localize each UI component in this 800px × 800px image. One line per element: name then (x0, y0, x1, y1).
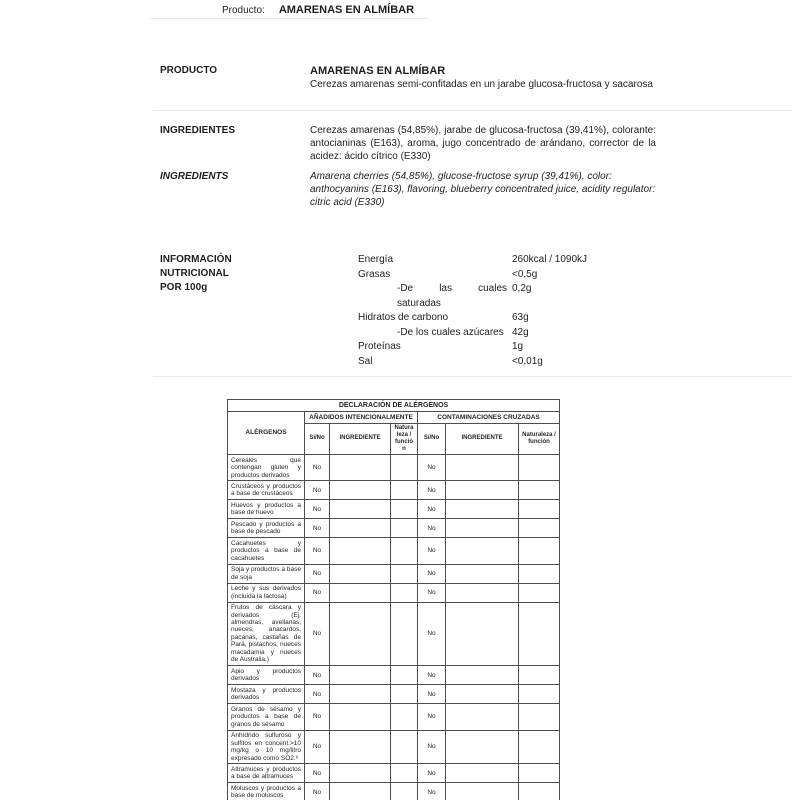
added-ingrediente-cell (330, 538, 391, 564)
cross-si-no-cell: No (418, 583, 446, 602)
allergen-table-title: DECLARACIÓN DE ALÉRGENOS (228, 400, 560, 412)
added-ingrediente-cell (330, 602, 391, 666)
cross-naturaleza-header: Naturaleza / función (519, 423, 560, 455)
cross-naturaleza-cell (519, 500, 560, 519)
added-si-no-cell: No (305, 704, 330, 730)
cross-naturaleza-cell (519, 666, 560, 685)
allergen-table-row (228, 730, 560, 764)
added-ingrediente-cell (330, 764, 391, 783)
added-naturaleza-header: Naturaleza / función (391, 423, 418, 455)
cross-naturaleza-cell (519, 538, 560, 564)
added-ingrediente-cell (330, 500, 391, 519)
added-ingrediente-cell (330, 583, 391, 602)
added-naturaleza-cell (391, 704, 418, 730)
cross-ingrediente-cell (446, 602, 519, 666)
added-si-no-cell: No (305, 730, 330, 764)
header-product-label: Producto: (222, 5, 265, 16)
nutrition-row (358, 340, 678, 355)
added-naturaleza-cell (391, 481, 418, 500)
nutrition-value: <0,01g (512, 355, 543, 367)
added-naturaleza-cell (391, 666, 418, 685)
nutrition-row (358, 355, 678, 370)
cross-naturaleza-cell (519, 602, 560, 666)
ingredients-es-text: Cerezas amarenas (54,85%), jarabe de glucosa-fructosa (39,41%), colorante: antocianinas (E163), aroma, jugo concentrado de arándano, corrector de la acidez: ácido cítrico (E330) (310, 125, 656, 162)
allergen-name-cell: Frutos de cáscara y derivados (Ej. almendras, avellanas, nueces, anacardos, pacanas, castañas de Pará, pistachos, nueces macadamia y nueces de Australia.) (228, 602, 305, 666)
allergen-table-row (228, 602, 560, 666)
cross-naturaleza-cell (519, 764, 560, 783)
cross-ingrediente-cell (446, 500, 519, 519)
cross-ingrediente-cell (446, 783, 519, 800)
added-si-no-cell: No (305, 602, 330, 666)
allergen-table-row (228, 455, 560, 481)
allergen-name-cell: Moluscos y productos a base de moluscos (228, 783, 305, 800)
allergen-name-cell: Mostaza y productos derivados (228, 685, 305, 704)
added-si-no-cell: No (305, 481, 330, 500)
cross-ingrediente-cell (446, 764, 519, 783)
section-divider (153, 110, 792, 111)
allergen-name-cell: Huevos y productos a base de huevo (228, 500, 305, 519)
added-naturaleza-cell (391, 783, 418, 800)
cross-naturaleza-cell (519, 455, 560, 481)
added-si-no-cell: No (305, 538, 330, 564)
cross-si-no-cell: No (418, 704, 446, 730)
section-label-ingredientes: INGREDIENTES (160, 125, 236, 136)
cross-si-no-cell: No (418, 666, 446, 685)
cross-naturaleza-cell (519, 564, 560, 583)
added-si-no-cell: No (305, 685, 330, 704)
cross-naturaleza-cell (519, 783, 560, 800)
added-si-no-cell: No (305, 455, 330, 481)
nutrition-row (358, 282, 678, 311)
added-si-no-cell: No (305, 666, 330, 685)
added-ingrediente-cell (330, 685, 391, 704)
cross-ingrediente-cell (446, 564, 519, 583)
allergen-name-cell: Soja y productos a base de soja (228, 564, 305, 583)
added-ingrediente-cell (330, 666, 391, 685)
allergen-table-row (228, 583, 560, 602)
added-si-no-cell: No (305, 764, 330, 783)
cross-ingrediente-header: INGREDIENTE (446, 423, 519, 455)
allergens-column-header: ALÉRGENOS (228, 412, 305, 455)
allergen-table-row (228, 685, 560, 704)
cross-si-no-cell: No (418, 564, 446, 583)
allergen-name-cell: Pescado y productos a base de pescado (228, 519, 305, 538)
nutrition-label: Grasas (358, 268, 391, 280)
nutrition-label: Hidratos de carbono (358, 312, 449, 323)
cross-naturaleza-cell (519, 685, 560, 704)
ingredients-en-text: Amarena cherries (54,85%), glucose-fructose syrup (39,41%), color: anthocyanins (E163), flavoring, blueberry concentrated juice, acidity regulator: citric acid (E330) (310, 171, 656, 208)
cross-si-no-cell: No (418, 602, 446, 666)
allergen-table-row (228, 666, 560, 685)
added-naturaleza-cell (391, 602, 418, 666)
allergen-name-cell: Cacahuetes y productos a base de cacahuetes (228, 538, 305, 564)
section-divider (153, 376, 792, 377)
nutrition-value: 0,2g (512, 283, 532, 294)
added-naturaleza-cell (391, 564, 418, 583)
added-ingrediente-cell (330, 481, 391, 500)
allergen-declaration-table (227, 399, 559, 800)
allergen-name-cell: Granos de sésamo y productos a base de granos de sésamo (228, 704, 305, 730)
added-naturaleza-cell (391, 538, 418, 564)
product-description: Cerezas amarenas semi-confitadas en un jarabe glucosa-fructosa y sacarosa (310, 79, 653, 90)
added-si-no-cell: No (305, 783, 330, 800)
nutrition-label: Energía (358, 254, 394, 265)
allergen-table-row (228, 538, 560, 564)
added-ingrediente-cell (330, 455, 391, 481)
nutrition-label: -De los cuales azúcares (397, 326, 504, 338)
cross-ingrediente-cell (446, 538, 519, 564)
cross-si-no-cell: No (418, 783, 446, 800)
allergen-name-cell: Anhídrido sulfuroso y sulfitos en concent.>10 mg/kg o 10 mg/litro expresado como SO2.⁶ (228, 730, 305, 764)
added-si-no-cell: No (305, 519, 330, 538)
cross-ingrediente-cell (446, 455, 519, 481)
added-naturaleza-cell (391, 519, 418, 538)
header-divider (150, 18, 428, 19)
cross-si-no-cell: No (418, 730, 446, 764)
added-intentionally-group-header: AÑADIDOS INTENCIONALMENTE (305, 412, 418, 423)
allergen-name-cell: Cereales que contengan gluten y productos derivados (228, 455, 305, 481)
allergen-table-row (228, 519, 560, 538)
added-si-no-cell: No (305, 583, 330, 602)
cross-si-no-cell: No (418, 455, 446, 481)
cross-naturaleza-cell (519, 583, 560, 602)
nutrition-row (358, 253, 678, 268)
allergen-name-cell: Leche y sus derivados (incluida la lactosa) (228, 583, 305, 602)
cross-si-no-cell: No (418, 500, 446, 519)
section-label-nutrition: INFORMACIÓN NUTRICIONAL POR 100g (160, 254, 232, 293)
cross-ingrediente-cell (446, 519, 519, 538)
allergen-table-row (228, 783, 560, 800)
added-naturaleza-cell (391, 685, 418, 704)
added-naturaleza-cell (391, 583, 418, 602)
cross-ingrediente-cell (446, 730, 519, 764)
added-si-no-header: Sí/No (305, 423, 330, 455)
cross-si-no-cell: No (418, 519, 446, 538)
added-ingrediente-cell (330, 783, 391, 800)
allergen-table-row (228, 564, 560, 583)
nutrition-value: 63g (512, 312, 529, 323)
added-naturaleza-cell (391, 455, 418, 481)
cross-si-no-cell: No (418, 538, 446, 564)
nutrition-value: 1g (512, 341, 524, 352)
nutrition-row (358, 311, 678, 326)
nutrition-value: 42g (512, 326, 529, 338)
cross-si-no-cell: No (418, 685, 446, 704)
cross-ingrediente-cell (446, 583, 519, 602)
cross-si-no-header: Sí/No (418, 423, 446, 455)
cross-ingrediente-cell (446, 666, 519, 685)
allergen-table-body (228, 455, 560, 800)
added-si-no-cell: No (305, 564, 330, 583)
document-header (222, 4, 414, 16)
nutrition-value: 260kcal / 1090kJ (512, 254, 588, 265)
section-label-ingredients-en: INGREDIENTS (160, 171, 229, 182)
header-product-title: AMARENAS EN ALMÍBAR (278, 4, 415, 16)
nutrition-facts-list (358, 253, 678, 369)
cross-naturaleza-cell (519, 481, 560, 500)
nutrition-label: Proteínas (358, 341, 401, 352)
cross-naturaleza-cell (519, 730, 560, 764)
added-naturaleza-cell (391, 500, 418, 519)
nutrition-value: <0,5g (512, 268, 538, 280)
cross-naturaleza-cell (519, 519, 560, 538)
nutrition-label: -De las cuales saturadas (397, 283, 507, 309)
cross-ingrediente-cell (446, 704, 519, 730)
allergen-table-row (228, 500, 560, 519)
section-label-producto: PRODUCTO (160, 65, 218, 76)
product-block (310, 64, 656, 91)
allergen-name-cell: Altramuces y productos a base de altramuces (228, 764, 305, 783)
nutrition-row (358, 326, 678, 341)
allergen-name-cell: Crustáceos y productos a base de crustáceos (228, 481, 305, 500)
cross-ingrediente-cell (446, 685, 519, 704)
cross-ingrediente-cell (446, 481, 519, 500)
added-si-no-cell: No (305, 500, 330, 519)
added-ingrediente-cell (330, 519, 391, 538)
added-naturaleza-cell (391, 730, 418, 764)
added-ingrediente-header: INGREDIENTE (330, 423, 391, 455)
allergen-table-row (228, 704, 560, 730)
added-ingrediente-cell (330, 564, 391, 583)
cross-si-no-cell: No (418, 764, 446, 783)
nutrition-row (358, 268, 678, 283)
added-naturaleza-cell (391, 764, 418, 783)
cross-contamination-group-header: CONTAMINACIONES CRUZADAS (418, 412, 560, 423)
added-ingrediente-cell (330, 704, 391, 730)
allergen-name-cell: Apio y productos derivados (228, 666, 305, 685)
allergen-table-row (228, 481, 560, 500)
cross-si-no-cell: No (418, 481, 446, 500)
allergen-table-row (228, 764, 560, 783)
product-name: AMARENAS EN ALMÍBAR (310, 65, 446, 77)
added-ingrediente-cell (330, 730, 391, 764)
cross-naturaleza-cell (519, 704, 560, 730)
nutrition-label: Sal (358, 355, 373, 367)
